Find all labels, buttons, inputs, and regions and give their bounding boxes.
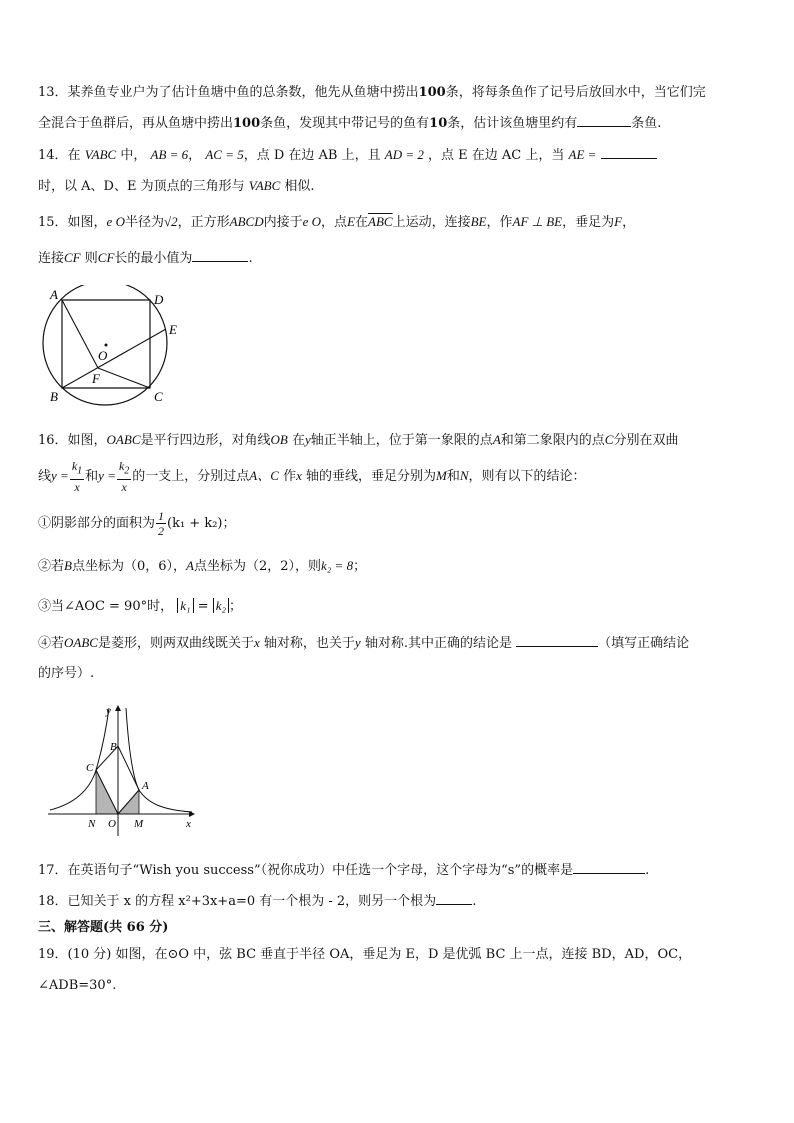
- hyperbola-figure: [44, 700, 204, 840]
- label-m: M: [134, 818, 144, 830]
- label-c: C: [154, 389, 163, 404]
- question-13-line-1: 13．某养鱼专业户为了估计鱼塘中鱼的总条数，他先从鱼塘中捞出100条，将每条鱼作了记号后放回水中，当它们完: [38, 85, 706, 100]
- fraction-k1-over-x: $\frac{k_1}{x}$: [71, 459, 83, 494]
- segment-cf: [98, 368, 150, 388]
- question-16-conclusion-4-cont: 的序号）.: [38, 666, 95, 681]
- question-16-line-1: 16．如图，OABC是平行四边形，对角线OB 在y轴正半轴上，位于第一象限的点A和第二象限内的点C分别在双曲: [38, 432, 679, 448]
- fraction-one-half: $\frac{1}{2}$: [158, 509, 165, 538]
- label-b: B: [110, 741, 117, 753]
- label-c: C: [86, 762, 94, 774]
- question-14-line-2: 时，以 A、D、E 为顶点的三角形与 VABC 相似.: [38, 178, 315, 194]
- question-16-line-2: 线y = $\frac{k_1}{x}$ 和y = $\frac{k_2}{x}$ 的一支上，分别过点A、C 作x 轴的垂线，垂足分别为M和N，则有以下的结论：: [38, 459, 586, 494]
- segment-af: [62, 300, 98, 368]
- question-14-line-1: 14．在 VABC 中， AB = 6， AC = 5，点 D 在边 AB 上，且 AD = 2 ，点 E 在边 AC 上，当 AE =: [38, 145, 657, 166]
- label-a: A: [50, 287, 58, 302]
- question-18: 18．已知关于 x 的方程 x²+3x+a=0 有一个根为 - 2，则另一个根为 .: [38, 894, 477, 909]
- question-19-line-2: ∠ADB=30°.: [38, 978, 117, 993]
- question-16-conclusion-4: ④若OABC是菱形，则两双曲线既关于x 轴对称，也关于y 轴对称.其中正确的结论是 （填写正确结论: [38, 635, 690, 651]
- question-15-line-2: 连接CF 则CF长的最小值为 .: [38, 250, 253, 266]
- answer-blank: [436, 892, 472, 905]
- label-n: N: [88, 818, 96, 830]
- fraction-k2-over-x: $\frac{k_2}{x}$: [118, 459, 130, 494]
- answer-blank: [601, 146, 657, 159]
- segment-ba: [118, 746, 139, 790]
- label-o: O: [98, 348, 108, 363]
- question-15-line-1: 15．如图，e O半径为√2，正方形ABCD内接于e O，点E在$\overline{ABC}$上运动，连接BE，作AF ⊥ BE，垂足为F，: [38, 214, 636, 230]
- section-heading: 三、解答题(共 66 分): [38, 920, 169, 935]
- answer-blank: [573, 861, 645, 874]
- label-o: O: [108, 818, 116, 830]
- answer-blank: [516, 634, 598, 647]
- label-a: A: [142, 780, 149, 792]
- label-d: D: [154, 292, 164, 307]
- question-16-conclusion-1: ①阴影部分的面积为 $\frac{1}{2}$ (k₁ + k₂)；: [38, 509, 236, 538]
- label-x: x: [186, 818, 191, 830]
- question-16-conclusion-2: ②若B点坐标为（0，6），A点坐标为（2，2），则k₂ = 8；: [38, 558, 367, 574]
- question-17: 17．在英语句子“Wish you success”（祝你成功）中任选一个字母，这个字母为“s”的概率是 .: [38, 863, 650, 878]
- center-point-o: [105, 344, 108, 347]
- question-13-line-2: 全混合于鱼群后，再从鱼塘中捞出100条鱼，发现其中带记号的鱼有10条，估计该鱼塘里约有 条鱼.: [38, 116, 662, 131]
- label-e: E: [169, 322, 177, 337]
- question-19-line-1: 19．(10 分) 如图，在⊙O 中，弦 BC 垂直于半径 OA，垂足为 E，D 是优弧 BC 上一点，连接 BD，AD，OC，: [38, 947, 692, 962]
- answer-blank: [192, 249, 248, 262]
- circle-square-figure: [40, 285, 190, 410]
- label-b: B: [50, 389, 58, 404]
- answer-blank: [577, 114, 631, 127]
- label-f: F: [92, 371, 100, 386]
- label-y: y: [106, 705, 111, 717]
- question-16-conclusion-3: ③当∠AOC = 90°时， k₁ = k₂ ；: [38, 598, 243, 614]
